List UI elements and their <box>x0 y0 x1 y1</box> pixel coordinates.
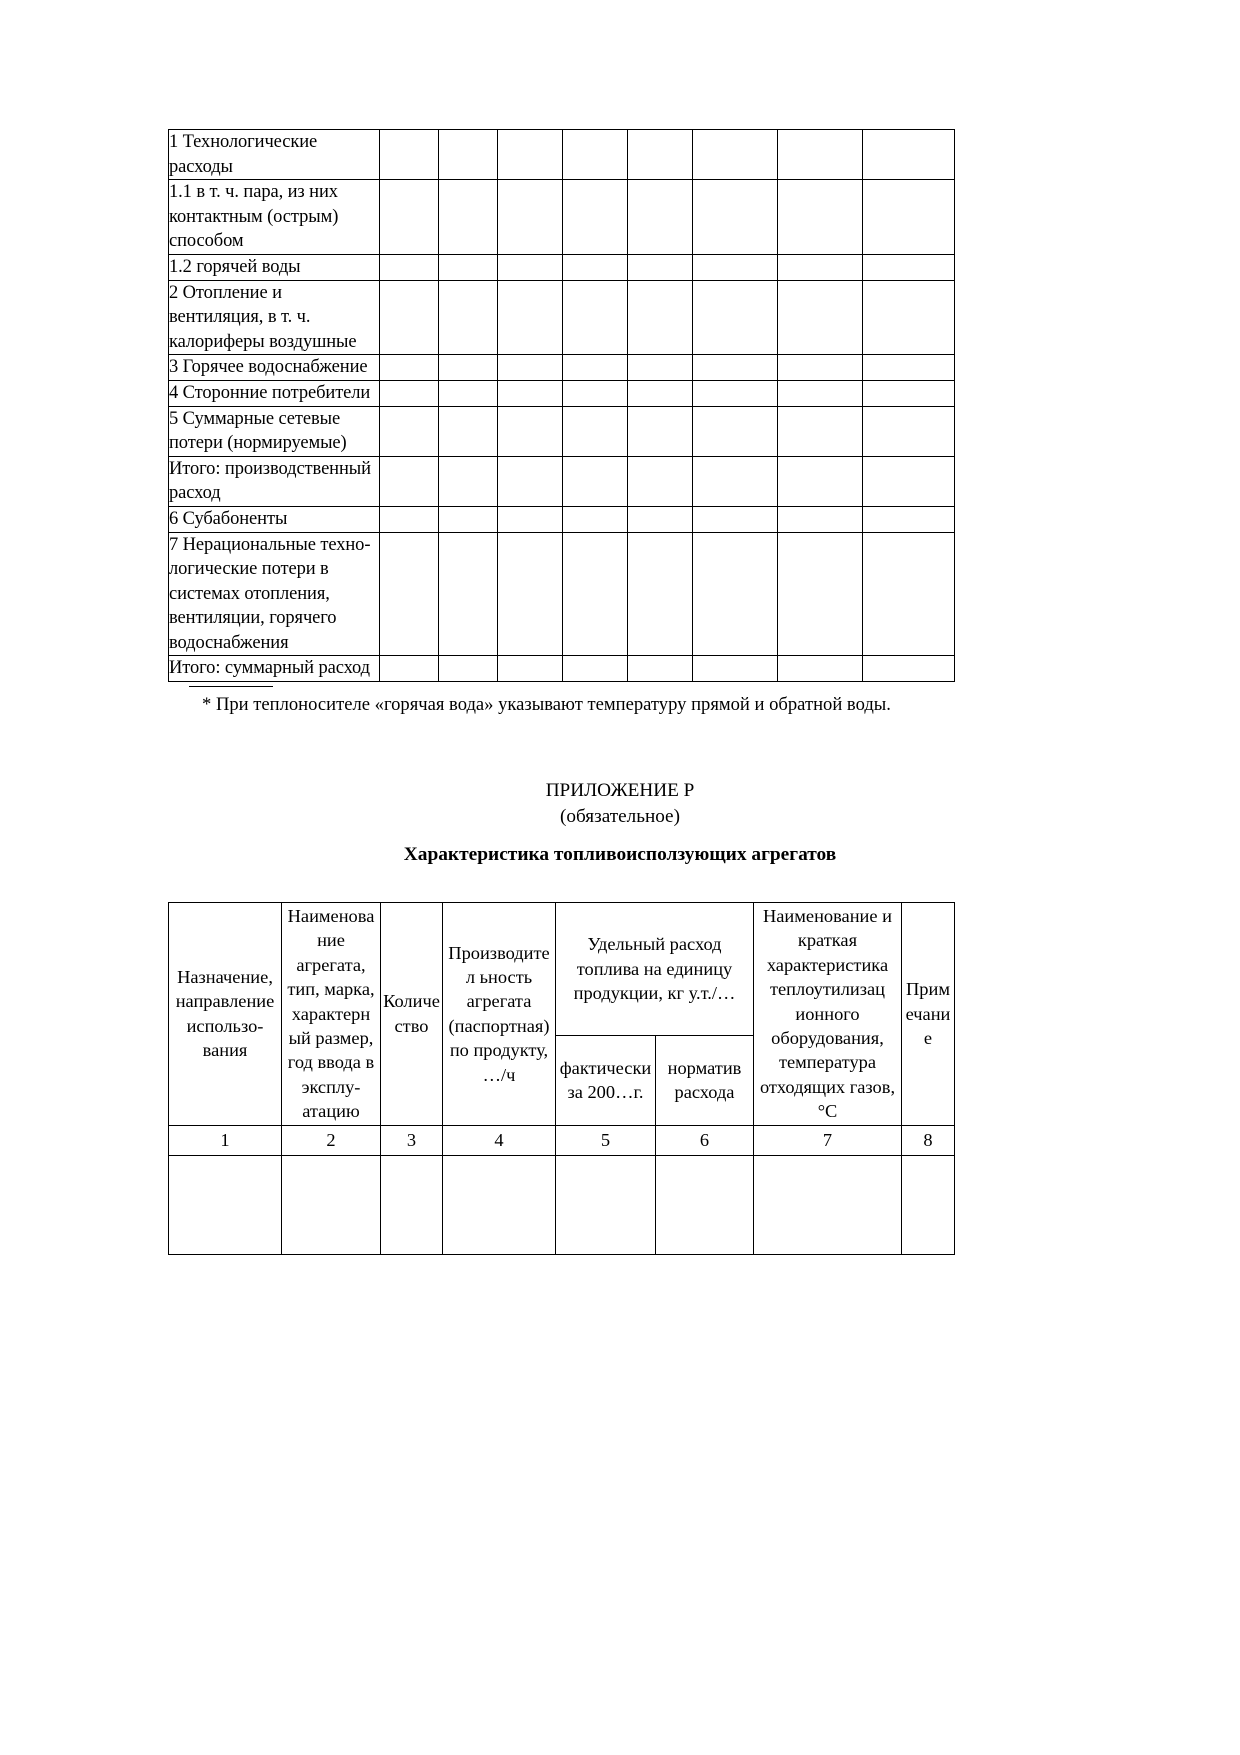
data-cell[interactable] <box>380 180 439 255</box>
data-cell[interactable] <box>628 656 693 682</box>
table-row <box>169 406 955 456</box>
consumption-breakdown-table-wrapper <box>168 129 954 682</box>
data-cell[interactable] <box>754 1155 902 1254</box>
data-cell[interactable] <box>556 1155 656 1254</box>
data-cell[interactable] <box>282 1155 381 1254</box>
data-cell[interactable] <box>628 456 693 506</box>
data-cell[interactable] <box>498 456 563 506</box>
data-cell[interactable] <box>498 254 563 280</box>
fuel-unit-characteristics-table-wrapper <box>168 902 954 1255</box>
table-row <box>169 380 955 406</box>
row-label-cell: 4 Сторонние потребители <box>169 380 380 406</box>
data-cell[interactable] <box>498 532 563 656</box>
column-number: 5 <box>556 1125 656 1155</box>
table-row <box>169 355 955 381</box>
appendix-status: (обязательное) <box>560 806 680 827</box>
data-cell[interactable] <box>778 130 863 180</box>
data-cell[interactable] <box>863 532 955 656</box>
data-cell[interactable] <box>693 532 778 656</box>
data-cell[interactable] <box>863 506 955 532</box>
data-cell[interactable] <box>439 130 498 180</box>
data-cell[interactable] <box>380 280 439 355</box>
table-row <box>169 130 955 180</box>
column-number: 3 <box>381 1125 443 1155</box>
row-label-cell: 1.2 горячей воды <box>169 254 380 280</box>
data-cell[interactable] <box>563 280 628 355</box>
consumption-breakdown-table <box>168 129 955 682</box>
data-cell[interactable] <box>380 130 439 180</box>
data-cell[interactable] <box>628 380 693 406</box>
data-cell[interactable] <box>628 532 693 656</box>
data-cell[interactable] <box>563 254 628 280</box>
header-note: Прим ечани е <box>902 903 955 1126</box>
column-number: 6 <box>656 1125 754 1155</box>
appendix-heading-block <box>0 778 1240 830</box>
table2-body <box>169 903 955 1255</box>
data-cell[interactable] <box>439 180 498 255</box>
data-cell[interactable] <box>693 254 778 280</box>
row-label-cell: 6 Субабоненты <box>169 506 380 532</box>
table2-header-row-main <box>169 903 955 1036</box>
data-cell[interactable] <box>498 130 563 180</box>
appendix-number: ПРИЛОЖЕНИЕ Р <box>545 780 695 801</box>
data-cell[interactable] <box>380 380 439 406</box>
data-cell[interactable] <box>563 130 628 180</box>
data-cell[interactable] <box>498 656 563 682</box>
data-cell[interactable] <box>778 506 863 532</box>
data-cell[interactable] <box>693 456 778 506</box>
data-cell[interactable] <box>498 280 563 355</box>
data-cell[interactable] <box>380 456 439 506</box>
data-cell[interactable] <box>498 406 563 456</box>
header-purpose: Назначение, направление использо-вания <box>169 903 282 1126</box>
data-cell[interactable] <box>439 456 498 506</box>
data-cell[interactable] <box>439 380 498 406</box>
data-cell[interactable] <box>380 254 439 280</box>
row-label-cell: 1.1 в т. ч. пара, из них контактным (острым) способом <box>169 180 380 255</box>
column-number: 7 <box>754 1125 902 1155</box>
data-cell[interactable] <box>498 355 563 381</box>
table-row <box>169 180 955 255</box>
data-cell[interactable] <box>498 380 563 406</box>
data-cell[interactable] <box>693 280 778 355</box>
table-row <box>169 254 955 280</box>
data-cell[interactable] <box>628 406 693 456</box>
data-cell[interactable] <box>563 380 628 406</box>
data-cell[interactable] <box>693 130 778 180</box>
data-cell[interactable] <box>693 506 778 532</box>
data-cell[interactable] <box>863 355 955 381</box>
data-cell[interactable] <box>563 180 628 255</box>
data-cell[interactable] <box>863 456 955 506</box>
data-cell[interactable] <box>778 180 863 255</box>
data-cell[interactable] <box>439 280 498 355</box>
data-cell[interactable] <box>563 532 628 656</box>
header-capacity: Производител ьность агрегата (паспортная) по продукту, …/ч <box>443 903 556 1126</box>
fuel-unit-characteristics-table <box>168 902 955 1255</box>
data-cell[interactable] <box>693 406 778 456</box>
row-label-cell: Итого: производственный расход <box>169 456 380 506</box>
table-row <box>169 456 955 506</box>
data-cell[interactable] <box>628 280 693 355</box>
header-unit-name: Наименова ние агрегата, тип, марка, характерн ый размер, год ввода в эксплу-атацию <box>282 903 381 1126</box>
data-cell[interactable] <box>439 656 498 682</box>
data-cell[interactable] <box>380 506 439 532</box>
data-cell[interactable] <box>902 1155 955 1254</box>
data-cell[interactable] <box>498 506 563 532</box>
data-cell[interactable] <box>563 656 628 682</box>
footnote-divider <box>189 686 273 687</box>
table-row <box>169 532 955 656</box>
data-cell[interactable] <box>439 355 498 381</box>
data-cell[interactable] <box>381 1155 443 1254</box>
data-cell[interactable] <box>563 355 628 381</box>
header-heat-recovery-equipment: Наименование и краткая характеристика теплоутилизац ионного оборудования, температура отходящих газов,°С <box>754 903 902 1126</box>
data-cell[interactable] <box>380 532 439 656</box>
row-label-cell: 1 Технологические расходы <box>169 130 380 180</box>
data-cell[interactable] <box>628 355 693 381</box>
data-cell[interactable] <box>628 506 693 532</box>
data-cell[interactable] <box>778 532 863 656</box>
data-cell[interactable] <box>628 130 693 180</box>
data-cell[interactable] <box>563 406 628 456</box>
header-normative-consumption: норматив расхода <box>656 1035 754 1125</box>
data-cell[interactable] <box>439 254 498 280</box>
data-cell[interactable] <box>380 355 439 381</box>
row-label-cell: 2 Отопление и вентиляция, в т. ч. калориферы воздушные <box>169 280 380 355</box>
data-cell[interactable] <box>778 380 863 406</box>
data-cell[interactable] <box>778 280 863 355</box>
table-row <box>169 656 955 682</box>
data-cell[interactable] <box>169 1155 282 1254</box>
table2-number-row <box>169 1125 955 1155</box>
table-row <box>169 506 955 532</box>
data-cell[interactable] <box>693 656 778 682</box>
data-cell[interactable] <box>693 380 778 406</box>
data-cell[interactable] <box>863 656 955 682</box>
header-specific-fuel-consumption-group: Удельный расход топлива на единицу продукции, кг у.т./… <box>556 903 754 1036</box>
data-cell[interactable] <box>628 254 693 280</box>
row-label-cell: Итого: суммарный расход <box>169 656 380 682</box>
data-cell[interactable] <box>439 406 498 456</box>
data-cell[interactable] <box>863 254 955 280</box>
data-cell[interactable] <box>778 656 863 682</box>
data-cell[interactable] <box>563 506 628 532</box>
data-cell[interactable] <box>778 355 863 381</box>
data-cell[interactable] <box>863 180 955 255</box>
data-cell[interactable] <box>498 180 563 255</box>
table-row <box>169 1155 955 1254</box>
data-cell[interactable] <box>656 1155 754 1254</box>
header-actual-consumption: фактически за 200…г. <box>556 1035 656 1125</box>
column-number: 1 <box>169 1125 282 1155</box>
data-cell[interactable] <box>863 130 955 180</box>
row-label-cell: 7 Нерациональные техно-логические потери в системах отопления, вентиляции, горячего водоснабжения <box>169 532 380 656</box>
data-cell[interactable] <box>863 280 955 355</box>
table-row <box>169 280 955 355</box>
column-number: 2 <box>282 1125 381 1155</box>
data-cell[interactable] <box>628 180 693 255</box>
column-number: 4 <box>443 1125 556 1155</box>
column-number: 8 <box>902 1125 955 1155</box>
data-cell[interactable] <box>778 406 863 456</box>
data-cell[interactable] <box>443 1155 556 1254</box>
data-cell[interactable] <box>693 180 778 255</box>
appendix-title: Характеристика топливоисползующих агрегатов <box>403 844 837 865</box>
row-label-cell: 3 Горячее водоснабжение <box>169 355 380 381</box>
header-quantity: Количе ство <box>381 903 443 1126</box>
data-cell[interactable] <box>380 656 439 682</box>
data-cell[interactable] <box>778 456 863 506</box>
data-cell[interactable] <box>380 406 439 456</box>
data-cell[interactable] <box>778 254 863 280</box>
data-cell[interactable] <box>863 380 955 406</box>
data-cell[interactable] <box>563 456 628 506</box>
data-cell[interactable] <box>439 532 498 656</box>
data-cell[interactable] <box>439 506 498 532</box>
footnote-text: * При теплоносителе «горячая вода» указывают температуру прямой и обратной воды. <box>202 694 891 715</box>
data-cell[interactable] <box>693 355 778 381</box>
row-label-cell: 5 Суммарные сетевые потери (нормируемые) <box>169 406 380 456</box>
table1-body <box>169 130 955 682</box>
data-cell[interactable] <box>863 406 955 456</box>
